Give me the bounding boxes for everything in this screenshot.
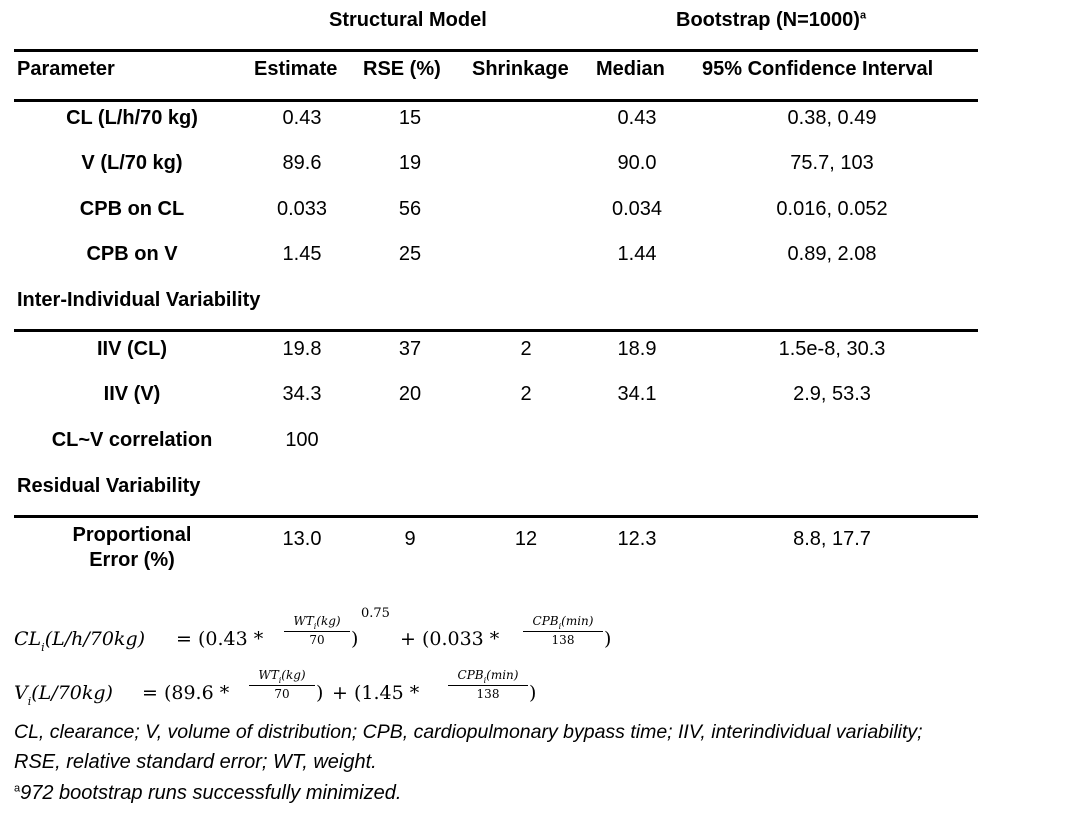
param-cell: CPB on V bbox=[86, 243, 178, 265]
eq1-frac2-numerator: $CPB_i(\min)$ bbox=[532, 614, 594, 631]
structural-model-header: Structural Model bbox=[329, 9, 487, 31]
eq2-close2: ) bbox=[529, 682, 537, 704]
median-cell: 34.1 bbox=[617, 383, 657, 405]
rse-cell: 19 bbox=[398, 152, 422, 174]
param-cell: CPB on CL bbox=[79, 198, 185, 220]
param-cell bbox=[32, 523, 232, 573]
section-header-iiv: Inter-Individual Variability bbox=[17, 289, 261, 311]
eq1-open: = (0.43 * bbox=[176, 628, 264, 650]
eq2-frac1-numerator: $WT_i(kg)$ bbox=[258, 668, 306, 685]
eq1-frac1-denominator: 70 bbox=[309, 633, 325, 647]
eq2-lhs bbox=[14, 682, 113, 708]
eq1-frac1-numerator: $WT_i(kg)$ bbox=[293, 614, 341, 631]
top-rule bbox=[14, 49, 978, 52]
footnote-bootstrap-text: 972 bootstrap runs successfully minimized. bbox=[20, 782, 402, 804]
ci-cell: 1.5e-8, 30.3 bbox=[778, 338, 886, 360]
ci-cell: 0.38, 0.49 bbox=[787, 107, 877, 129]
estimate-cell: 0.43 bbox=[282, 107, 322, 129]
median-cell: 12.3 bbox=[617, 528, 657, 550]
col-header-estimate: Estimate bbox=[254, 58, 338, 80]
median-cell: 18.9 bbox=[617, 338, 657, 360]
eq2-frac2-denominator: 138 bbox=[476, 687, 500, 701]
ci-cell: 0.89, 2.08 bbox=[787, 243, 877, 265]
footnote-abbreviations-2: RSE, relative standard error; WT, weight. bbox=[14, 751, 377, 773]
shrinkage-cell: 2 bbox=[520, 338, 532, 360]
eq1-lhs-unit: (L/h/70kg) bbox=[44, 628, 146, 650]
param-cell: CL (L/h/70 kg) bbox=[66, 107, 198, 129]
eq1-close1: ) bbox=[351, 628, 359, 650]
median-cell: 1.44 bbox=[617, 243, 657, 265]
estimate-cell: 1.45 bbox=[282, 243, 322, 265]
bootstrap-footnote-marker: a bbox=[859, 9, 867, 22]
eq2-frac1-denominator: 70 bbox=[274, 687, 290, 701]
rse-cell: 56 bbox=[398, 198, 422, 220]
param-cell-line2: Error (%) bbox=[89, 549, 175, 571]
eq2-plus: + (1.45 * bbox=[332, 682, 420, 704]
param-cell: CL~V correlation bbox=[51, 429, 213, 451]
eq2-lhs-symbol: V bbox=[14, 682, 28, 704]
eq2-close1: ) bbox=[316, 682, 324, 704]
estimate-cell: 0.033 bbox=[276, 198, 328, 220]
rse-cell: 37 bbox=[398, 338, 422, 360]
col-header-shrinkage: Shrinkage bbox=[472, 58, 569, 80]
iiv-rule bbox=[14, 329, 978, 332]
eq2-lhs-unit: (L/70kg) bbox=[31, 682, 113, 704]
estimate-cell: 13.0 bbox=[282, 528, 322, 550]
param-cell: V (L/70 kg) bbox=[81, 152, 183, 174]
eq1-lhs-subscript: i bbox=[41, 641, 45, 654]
estimate-cell: 89.6 bbox=[282, 152, 322, 174]
header-rule bbox=[14, 99, 978, 102]
col-header-median: Median bbox=[596, 58, 665, 80]
eq1-exponent: 0.75 bbox=[361, 606, 390, 621]
estimate-cell: 34.3 bbox=[282, 383, 322, 405]
footnote-marker: a bbox=[14, 782, 21, 795]
ci-cell: 2.9, 53.3 bbox=[793, 383, 871, 405]
shrinkage-cell: 12 bbox=[514, 528, 538, 550]
section-header-residual: Residual Variability bbox=[17, 475, 201, 497]
median-cell: 0.034 bbox=[611, 198, 663, 220]
eq1-close2: ) bbox=[604, 628, 612, 650]
rse-cell: 15 bbox=[398, 107, 422, 129]
eq2-open: = (89.6 * bbox=[142, 682, 230, 704]
param-cell: IIV (CL) bbox=[97, 338, 167, 360]
param-cell-line1: Proportional bbox=[72, 524, 192, 546]
estimate-cell: 19.8 bbox=[282, 338, 322, 360]
param-cell: IIV (V) bbox=[103, 383, 161, 405]
eq1-fraction-weight bbox=[284, 613, 350, 648]
eq2-lhs-subscript: i bbox=[27, 695, 32, 708]
median-cell: 90.0 bbox=[617, 152, 657, 174]
ci-cell: 0.016, 0.052 bbox=[776, 198, 888, 220]
ci-cell: 75.7, 103 bbox=[790, 152, 874, 174]
eq2-fraction-cpb bbox=[448, 667, 528, 702]
bootstrap-header bbox=[676, 9, 866, 32]
residual-rule bbox=[14, 515, 978, 518]
bootstrap-header-label: Bootstrap (N=1000) bbox=[676, 9, 860, 31]
rse-cell: 9 bbox=[404, 528, 416, 550]
eq1-lhs bbox=[14, 628, 146, 654]
estimate-cell: 100 bbox=[285, 429, 319, 451]
eq1-plus: + (0.033 * bbox=[400, 628, 500, 650]
eq1-lhs-symbol: CL bbox=[14, 628, 42, 650]
col-header-ci: 95% Confidence Interval bbox=[702, 58, 934, 80]
col-header-rse: RSE (%) bbox=[363, 58, 441, 80]
eq1-fraction-cpb bbox=[523, 613, 603, 648]
median-cell: 0.43 bbox=[617, 107, 657, 129]
rse-cell: 20 bbox=[398, 383, 422, 405]
shrinkage-cell: 2 bbox=[520, 383, 532, 405]
footnote-bootstrap bbox=[14, 782, 401, 805]
col-header-parameter: Parameter bbox=[17, 58, 115, 80]
eq2-fraction-weight bbox=[249, 667, 315, 702]
ci-cell: 8.8, 17.7 bbox=[793, 528, 871, 550]
footnote-abbreviations-1: CL, clearance; V, volume of distribution; CPB, cardiopulmonary bypass time; IIV, interindividual variability; bbox=[14, 721, 923, 743]
rse-cell: 25 bbox=[398, 243, 422, 265]
eq2-frac2-numerator: $CPB_i(\min)$ bbox=[457, 668, 519, 685]
eq1-frac2-denominator: 138 bbox=[551, 633, 575, 647]
